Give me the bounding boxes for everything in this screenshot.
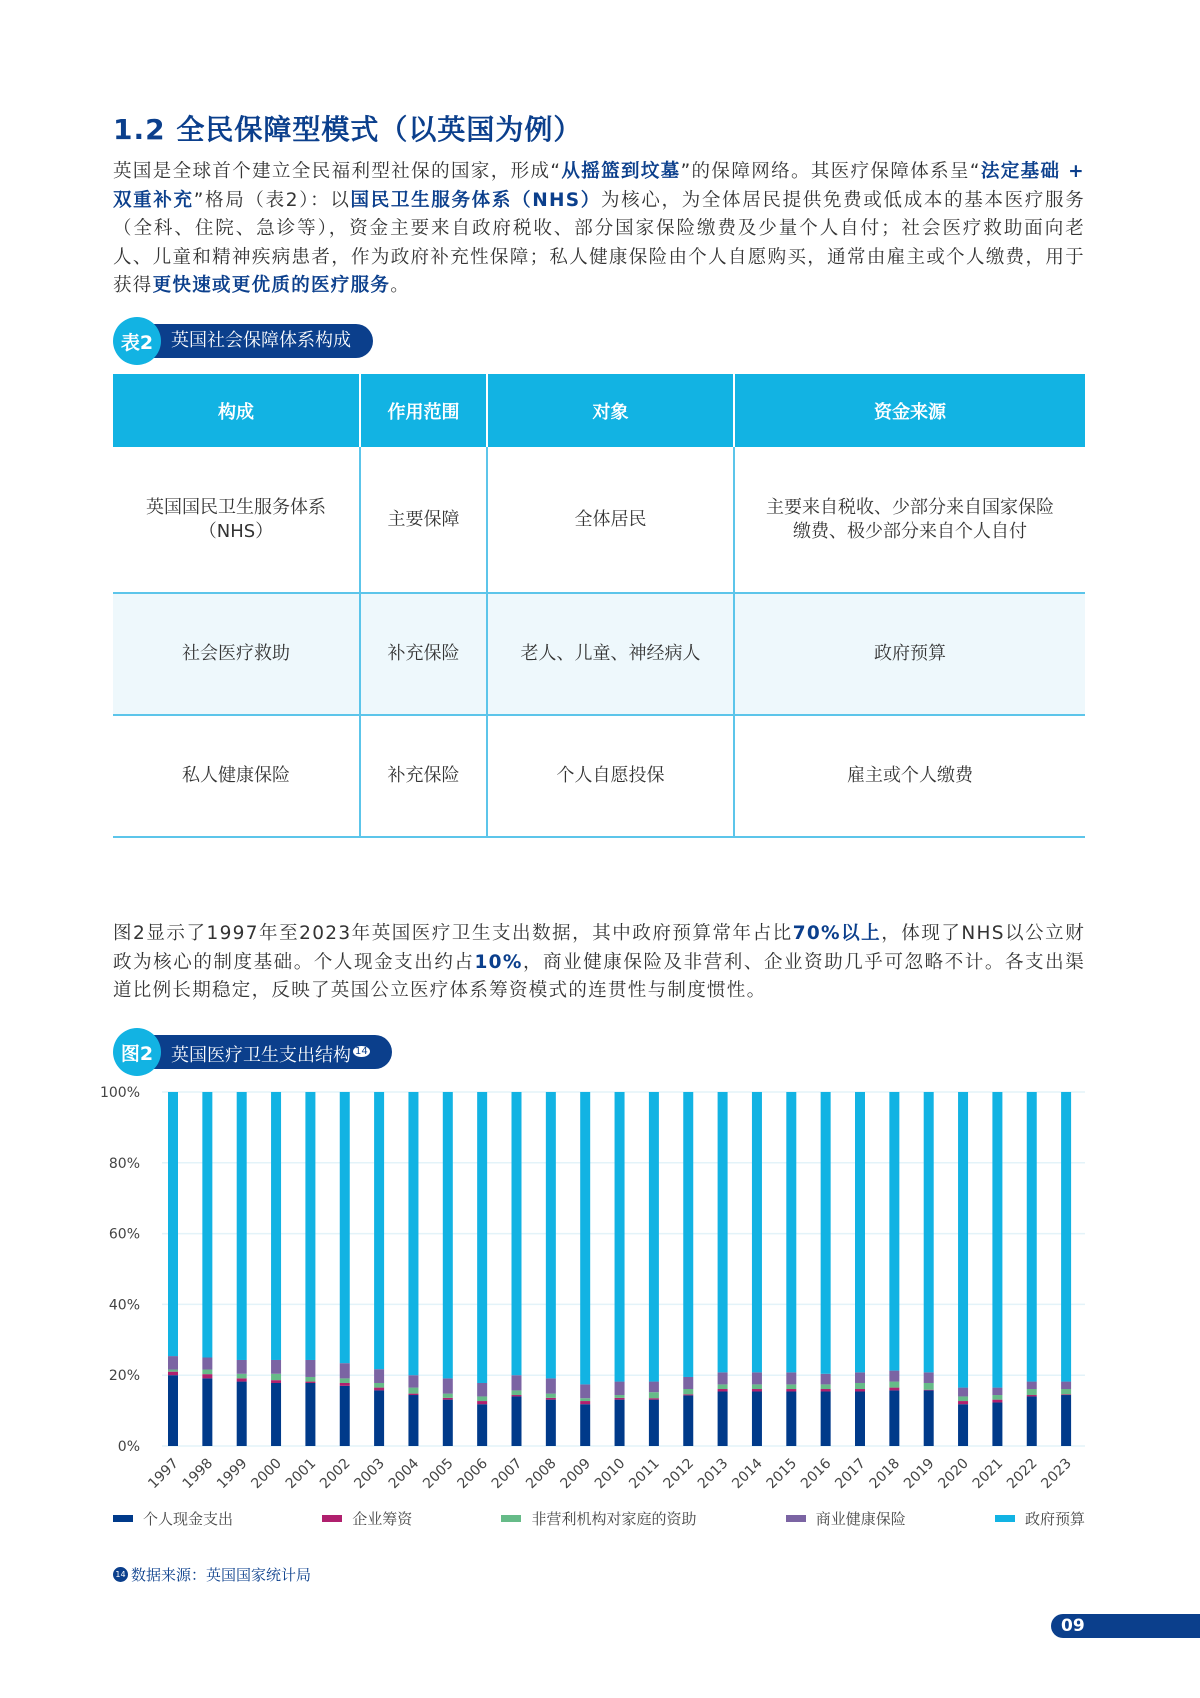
table-cell: 私人健康保险	[113, 715, 360, 837]
bar-segment	[408, 1394, 418, 1395]
bar-segment	[992, 1395, 1002, 1400]
bar-segment	[752, 1384, 762, 1389]
legend-item	[113, 1508, 233, 1529]
x-tick-label: 2000	[248, 1455, 285, 1493]
bar-segment	[477, 1396, 487, 1401]
bar-segment	[889, 1371, 899, 1382]
bar-segment	[649, 1400, 659, 1446]
bar-segment	[1027, 1389, 1037, 1395]
bar-segment	[649, 1092, 659, 1382]
bar-segment	[168, 1370, 178, 1372]
x-tick-label: 2010	[591, 1455, 629, 1493]
bar-segment	[649, 1382, 659, 1393]
bar-segment	[237, 1378, 247, 1381]
table-cell: 英国国民卫生服务体系（NHS）	[113, 447, 360, 593]
bar-segment	[924, 1372, 934, 1383]
table-cell: 个人自愿投保	[487, 715, 734, 837]
bar-segment	[615, 1395, 625, 1398]
x-tick-label: 1997	[145, 1455, 182, 1493]
bar-segment	[615, 1092, 625, 1382]
figure-badge: 图2	[113, 1028, 161, 1076]
table-row	[113, 593, 1085, 715]
x-tick-label: 2001	[282, 1455, 320, 1493]
bar-segment	[168, 1372, 178, 1376]
bar-segment	[305, 1383, 315, 1446]
bar-segment	[408, 1375, 418, 1387]
table-cell: 主要保障	[360, 447, 487, 593]
x-tick-label: 2020	[935, 1455, 972, 1493]
bar-segment	[924, 1390, 934, 1391]
bar-segment	[1061, 1382, 1071, 1389]
paragraph-text: 图2显示了1997年至2023年英国医疗卫生支出数据，其中政府预算常年占比	[113, 923, 793, 944]
bar-segment	[855, 1372, 865, 1383]
chart-legend	[113, 1508, 1085, 1529]
bar-segment	[168, 1375, 178, 1446]
x-tick-label: 1999	[214, 1455, 251, 1493]
legend-swatch	[995, 1515, 1015, 1522]
bar-segment	[271, 1360, 281, 1374]
legend-swatch	[322, 1515, 342, 1522]
legend-item	[995, 1508, 1085, 1529]
paragraph-text: ，体现了NHS以公立财政为核心的制度基础。个人现金支出约占	[113, 923, 1086, 973]
x-tick-label: 2006	[454, 1455, 491, 1493]
bar-segment	[786, 1384, 796, 1389]
bar-segment	[340, 1378, 350, 1383]
bar-segment	[512, 1390, 522, 1395]
bar-segment	[718, 1389, 728, 1391]
bar-segment	[271, 1380, 281, 1383]
y-tick-label: 0%	[117, 1439, 140, 1455]
legend-swatch	[501, 1515, 521, 1522]
bar-segment	[855, 1391, 865, 1446]
bar-segment	[752, 1391, 762, 1446]
bar-segment	[889, 1092, 899, 1371]
x-tick-label: 2012	[660, 1455, 698, 1493]
bar-segment	[305, 1377, 315, 1382]
bar-segment	[786, 1372, 796, 1384]
bar-segment	[340, 1363, 350, 1378]
bar-segment	[443, 1378, 453, 1393]
bar-segment	[889, 1388, 899, 1391]
x-tick-label: 2018	[866, 1455, 904, 1493]
bar-segment	[958, 1396, 968, 1401]
bar-segment	[580, 1384, 590, 1398]
bar-segment	[546, 1378, 556, 1393]
bar-segment	[1027, 1382, 1037, 1389]
legend-label: 商业健康保险	[815, 1510, 906, 1528]
x-tick-label: 2009	[557, 1455, 595, 1493]
bar-segment	[202, 1378, 212, 1446]
table-caption	[113, 320, 373, 362]
legend-item	[322, 1508, 412, 1529]
x-tick-label: 2011	[626, 1455, 663, 1493]
bar-segment	[924, 1383, 934, 1390]
bar-segment	[443, 1394, 453, 1398]
bar-segment	[374, 1092, 384, 1369]
paragraph-text: 。	[390, 275, 411, 296]
bar-segment	[855, 1383, 865, 1389]
bar-segment	[374, 1383, 384, 1388]
bar-segment	[512, 1396, 522, 1446]
x-tick-label: 2019	[901, 1455, 938, 1493]
bar-segment	[237, 1374, 247, 1379]
table-cell: 雇主或个人缴费	[734, 715, 1085, 837]
bar-segment	[821, 1389, 831, 1391]
x-tick-label: 2003	[351, 1455, 388, 1493]
x-tick-label: 2008	[523, 1455, 560, 1493]
bar-segment	[168, 1092, 178, 1356]
bar-segment	[855, 1092, 865, 1372]
table-caption-text: 英国社会保障体系构成	[153, 324, 373, 358]
bar-segment	[305, 1382, 315, 1383]
bar-segment	[786, 1391, 796, 1446]
bar-segment	[271, 1092, 281, 1360]
table-cell: 全体居民	[487, 447, 734, 593]
bar-segment	[718, 1391, 728, 1446]
page-number: 09	[1051, 1614, 1200, 1638]
legend-item	[786, 1508, 906, 1529]
header-cell: 资金来源	[734, 374, 1085, 447]
bar-segment	[477, 1092, 487, 1383]
table-cell: 政府预算	[734, 593, 1085, 715]
bar-segment	[1027, 1396, 1037, 1446]
bar-segment	[752, 1372, 762, 1384]
bar-segment	[718, 1372, 728, 1384]
legend-label: 企业筹资	[352, 1510, 413, 1528]
highlighted-text: 10%	[474, 951, 523, 973]
bar-segment	[889, 1382, 899, 1388]
bar-segment	[580, 1404, 590, 1446]
bar-segment	[512, 1395, 522, 1396]
paragraph-text: 为核心，为全体居民提供免费或低成本的基本医疗服务（全科、住院、急诊等），资金主要来自政府税收、部分国家保险缴费及少量个人自付；社会医疗救助面向老人、儿童和精神疾病患者，作为政府补充性保障；私人健康保险由个人自愿购买，通常由雇主或个人缴费，用于获得	[113, 189, 1086, 296]
header-cell: 作用范围	[360, 374, 487, 447]
bar-segment	[958, 1388, 968, 1397]
bar-segment	[340, 1386, 350, 1446]
highlighted-text: 更快速或更优质的医疗服务	[152, 275, 391, 296]
bar-segment	[202, 1358, 212, 1370]
bar-segment	[512, 1092, 522, 1375]
table-cell: 补充保险	[360, 593, 487, 715]
bar-segment	[477, 1383, 487, 1396]
chart-paragraph	[113, 920, 1085, 1006]
bar-segment	[821, 1391, 831, 1446]
bar-segment	[1061, 1395, 1071, 1446]
bar-segment	[992, 1092, 1002, 1388]
bar-segment	[237, 1382, 247, 1446]
bar-segment	[821, 1384, 831, 1389]
bar-segment	[889, 1390, 899, 1446]
social-security-table	[113, 374, 1085, 838]
table-cell: 社会医疗救助	[113, 593, 360, 715]
bar-segment	[443, 1092, 453, 1378]
bar-segment	[615, 1398, 625, 1400]
table-cell: 补充保险	[360, 715, 487, 837]
x-tick-label: 2007	[488, 1455, 526, 1493]
bar-segment	[580, 1401, 590, 1404]
bar-segment	[924, 1390, 934, 1446]
table-cell: 主要来自税收、少部分来自国家保险缴费、极少部分来自个人自付	[734, 447, 1085, 593]
bar-segment	[683, 1395, 693, 1446]
bar-segment	[718, 1092, 728, 1372]
figure-caption-text: 英国医疗卫生支出结构	[171, 1045, 351, 1066]
bar-segment	[374, 1388, 384, 1391]
x-tick-label: 2017	[832, 1455, 869, 1493]
x-tick-label: 2016	[797, 1455, 835, 1493]
y-tick-label: 60%	[108, 1226, 140, 1243]
bar-segment	[546, 1394, 556, 1398]
bar-segment	[1061, 1394, 1071, 1395]
bar-segment	[202, 1092, 212, 1358]
bar-segment	[305, 1092, 315, 1360]
footnote-mark: 14	[355, 1046, 368, 1057]
bar-segment	[443, 1398, 453, 1400]
bar-segment	[752, 1389, 762, 1391]
bar-segment	[683, 1092, 693, 1377]
y-tick-label: 20%	[108, 1368, 140, 1385]
x-tick-label: 2015	[763, 1455, 801, 1493]
bar-segment	[683, 1389, 693, 1394]
bar-segment	[752, 1092, 762, 1372]
legend-label: 政府预算	[1024, 1510, 1085, 1528]
legend-label: 非营利机构对家庭的资助	[531, 1510, 697, 1528]
bar-segment	[1027, 1395, 1037, 1396]
highlighted-text: 国民卫生服务体系（NHS）	[350, 189, 601, 211]
highlighted-text: 从摇篮到坟墓	[561, 161, 681, 182]
bar-segment	[992, 1402, 1002, 1446]
bar-segment	[1061, 1092, 1071, 1382]
bar-segment	[305, 1360, 315, 1377]
x-tick-label: 2013	[694, 1455, 732, 1493]
bar-segment	[408, 1092, 418, 1375]
x-tick-label: 2021	[969, 1455, 1007, 1493]
footnote-badge: 14	[113, 1567, 128, 1582]
paragraph-text: ”的保障网络。其医疗保障体系呈“	[680, 161, 981, 182]
highlighted-text: 70%以上	[792, 923, 882, 944]
bar-segment	[580, 1398, 590, 1401]
bar-segment	[1027, 1092, 1037, 1382]
bar-segment	[615, 1382, 625, 1395]
table-badge: 表2	[113, 317, 161, 365]
table-row	[113, 715, 1085, 837]
bar-segment	[271, 1374, 281, 1380]
bar-segment	[340, 1092, 350, 1363]
section-title: 1.2 全民保障型模式（以英国为例）	[113, 113, 583, 146]
bar-segment	[649, 1398, 659, 1399]
bar-segment	[821, 1374, 831, 1385]
bar-segment	[992, 1388, 1002, 1395]
bar-segment	[237, 1092, 247, 1360]
paragraph-text: 英国是全球首个建立全民福利型社保的国家，形成“	[113, 161, 562, 182]
x-tick-label: 2002	[317, 1455, 354, 1493]
legend-label: 个人现金支出	[143, 1510, 234, 1528]
paragraph-text: ”格局（表2）：以	[193, 189, 351, 211]
intro-paragraph	[113, 158, 1085, 301]
bar-segment	[718, 1384, 728, 1389]
y-tick-label: 80%	[108, 1155, 140, 1172]
bar-segment	[580, 1092, 590, 1384]
bar-segment	[477, 1401, 487, 1404]
bar-segment	[855, 1389, 865, 1391]
source-note	[113, 1564, 311, 1585]
source-text: 数据来源：英国国家统计局	[131, 1566, 312, 1584]
bar-segment	[683, 1394, 693, 1395]
figure-caption	[113, 1031, 392, 1073]
bar-segment	[546, 1400, 556, 1446]
x-tick-label: 2023	[1038, 1455, 1075, 1493]
bar-segment	[992, 1400, 1002, 1403]
legend-swatch	[786, 1515, 806, 1522]
figure-caption-label	[153, 1035, 392, 1069]
bar-segment	[202, 1374, 212, 1378]
x-tick-label: 2014	[729, 1455, 766, 1493]
bar-segment	[958, 1401, 968, 1404]
bar-segment	[1061, 1389, 1071, 1394]
x-tick-label: 2004	[385, 1455, 423, 1493]
bar-segment	[202, 1370, 212, 1375]
paragraph-text: ，商业健康保险及非营利、企业资助几乎可忽略不计。各支出渠道比例长期稳定，反映了英国公立医疗体系筹资模式的连贯性与制度惯性。	[113, 951, 1086, 1001]
bar-segment	[374, 1369, 384, 1383]
legend-swatch	[113, 1515, 133, 1522]
table-cell: 老人、儿童、神经病人	[487, 593, 734, 715]
bar-segment	[168, 1356, 178, 1369]
bar-segment	[340, 1383, 350, 1386]
bar-segment	[271, 1383, 281, 1446]
bar-segment	[615, 1400, 625, 1446]
bar-segment	[374, 1390, 384, 1446]
table-row	[113, 447, 1085, 593]
x-tick-label: 2005	[420, 1455, 457, 1493]
expenditure-stacked-bar-chart	[100, 1080, 1100, 1500]
header-cell: 构成	[113, 374, 360, 447]
header-cell: 对象	[487, 374, 734, 447]
bar-segment	[512, 1375, 522, 1390]
bar-segment	[237, 1360, 247, 1374]
bar-segment	[546, 1398, 556, 1400]
bar-segment	[477, 1404, 487, 1446]
bar-segment	[958, 1404, 968, 1446]
x-tick-label: 1998	[179, 1455, 217, 1493]
y-tick-label: 40%	[108, 1297, 140, 1314]
bar-segment	[683, 1377, 693, 1389]
y-tick-label: 100%	[100, 1085, 140, 1101]
bar-segment	[786, 1092, 796, 1372]
bar-segment	[408, 1388, 418, 1394]
bar-segment	[786, 1389, 796, 1391]
x-tick-label: 2022	[1004, 1455, 1041, 1493]
table-header-row	[113, 374, 1085, 447]
legend-item	[501, 1508, 696, 1529]
bar-segment	[546, 1092, 556, 1378]
bar-segment	[408, 1395, 418, 1446]
bar-segment	[958, 1092, 968, 1388]
bar-segment	[924, 1092, 934, 1372]
highlighted-text: 法定基础 + 双重补充	[113, 161, 1085, 211]
bar-segment	[443, 1400, 453, 1446]
bar-segment	[649, 1392, 659, 1398]
bar-segment	[821, 1092, 831, 1374]
